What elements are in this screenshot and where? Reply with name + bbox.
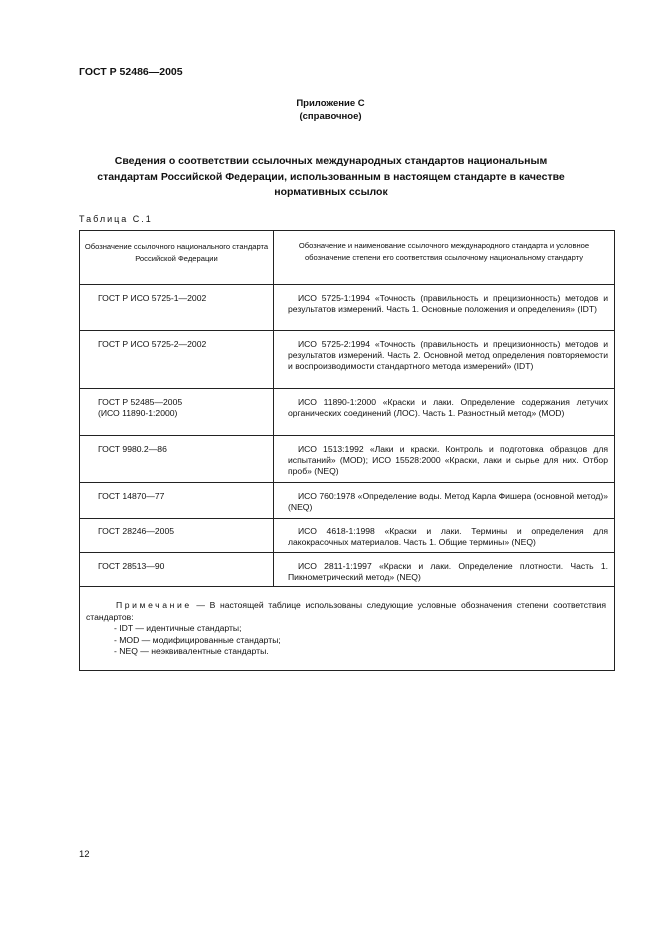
annex-kind: (справочное) <box>299 111 362 122</box>
table-row-national: ГОСТ 28513—90 <box>98 561 165 571</box>
header-international: Обозначение и наименование ссылочного международного стандарта и условное обозначение степени его соответствия ссылочному национальному стандарту <box>298 241 590 262</box>
row-divider <box>80 518 614 519</box>
note-divider <box>80 586 614 587</box>
table-row-international: ИСО 2811-1:1997 «Краски и лаки. Определение плотности. Часть 1. Пикнометрический метод» (NEQ) <box>288 561 608 582</box>
table-row-international: ИСО 11890-1:2000 «Краски и лаки. Определение содержания летучих органических соединений (ЛОС). Часть 1. Разностный метод» (MOD) <box>288 397 608 418</box>
table-row-national: ГОСТ Р ИСО 5725-1—2002 <box>98 293 207 303</box>
correspondence-table <box>79 230 615 671</box>
table-row-national: ГОСТ Р ИСО 5725-2—2002 <box>98 339 207 349</box>
table-row-national: ГОСТ Р 52485—2005 (ИСО 11890-1:2000) <box>98 397 183 418</box>
header-divider <box>80 284 614 285</box>
note-item-neq: - NEQ — неэквивалентные стандарты. <box>114 646 269 657</box>
row-divider <box>80 435 614 436</box>
table-row-international: ИСО 4618-1:1998 «Краски и лаки. Термины и определения для лакокрасочных материалов. Часть 1. Общие термины» (NEQ) <box>288 526 608 547</box>
table-row-national: ГОСТ 28246—2005 <box>98 526 175 536</box>
note-text: — В настоящей таблице использованы следующие условные обозначения степени соответствия стандартов: <box>86 600 606 622</box>
table-row-international: ИСО 5725-1:1994 «Точность (правильность и прецизионность) методов и результатов измерений. Часть 1. Основные положения и определения» (IDT) <box>288 293 608 314</box>
table-row-national: ГОСТ 14870—77 <box>98 491 165 501</box>
section-title: Сведения о соответствии ссылочных международных стандартов национальным стандартам Российской Федерации, использованным в настоящем стандарте в качестве нормативных ссылок <box>97 155 565 198</box>
header-national: Обозначение ссылочного национального стандарта Российской Федерации <box>84 242 269 263</box>
annex-heading <box>0 97 661 123</box>
table-row-international: ИСО 5725-2:1994 «Точность (правильность и прецизионность) методов и результатов измерений. Часть 2. Основной метод определения повторяемости и воспроизводимости стандартного метода измерений» (IDT) <box>288 339 608 371</box>
table-label: Таблица С.1 <box>79 214 153 224</box>
annex-title: Приложение С <box>296 98 365 109</box>
table-row-international: ИСО 1513:1992 «Лаки и краски. Контроль и подготовка образцов для испытаний» (MOD); ИСО 15528:2000 «Краски, лаки и сырье для них. Отбор проб» (NEQ) <box>288 444 608 476</box>
document-header: ГОСТ Р 52486—2005 <box>79 66 183 78</box>
note-item-mod: - MOD — модифицированные стандарты; <box>114 634 281 645</box>
note-item-idt: - IDT — идентичные стандарты; <box>114 623 242 634</box>
note-label: Примечание <box>116 600 192 610</box>
row-divider <box>80 388 614 389</box>
row-divider <box>80 482 614 483</box>
page-number: 12 <box>79 849 90 860</box>
table-row-international: ИСО 760:1978 «Определение воды. Метод Карла Фишера (основной метод)» (NEQ) <box>288 491 608 512</box>
row-divider <box>80 552 614 553</box>
table-row-national: ГОСТ 9980.2—86 <box>98 444 167 454</box>
note-lead <box>86 600 606 623</box>
row-divider <box>80 330 614 331</box>
table-note <box>86 600 606 658</box>
